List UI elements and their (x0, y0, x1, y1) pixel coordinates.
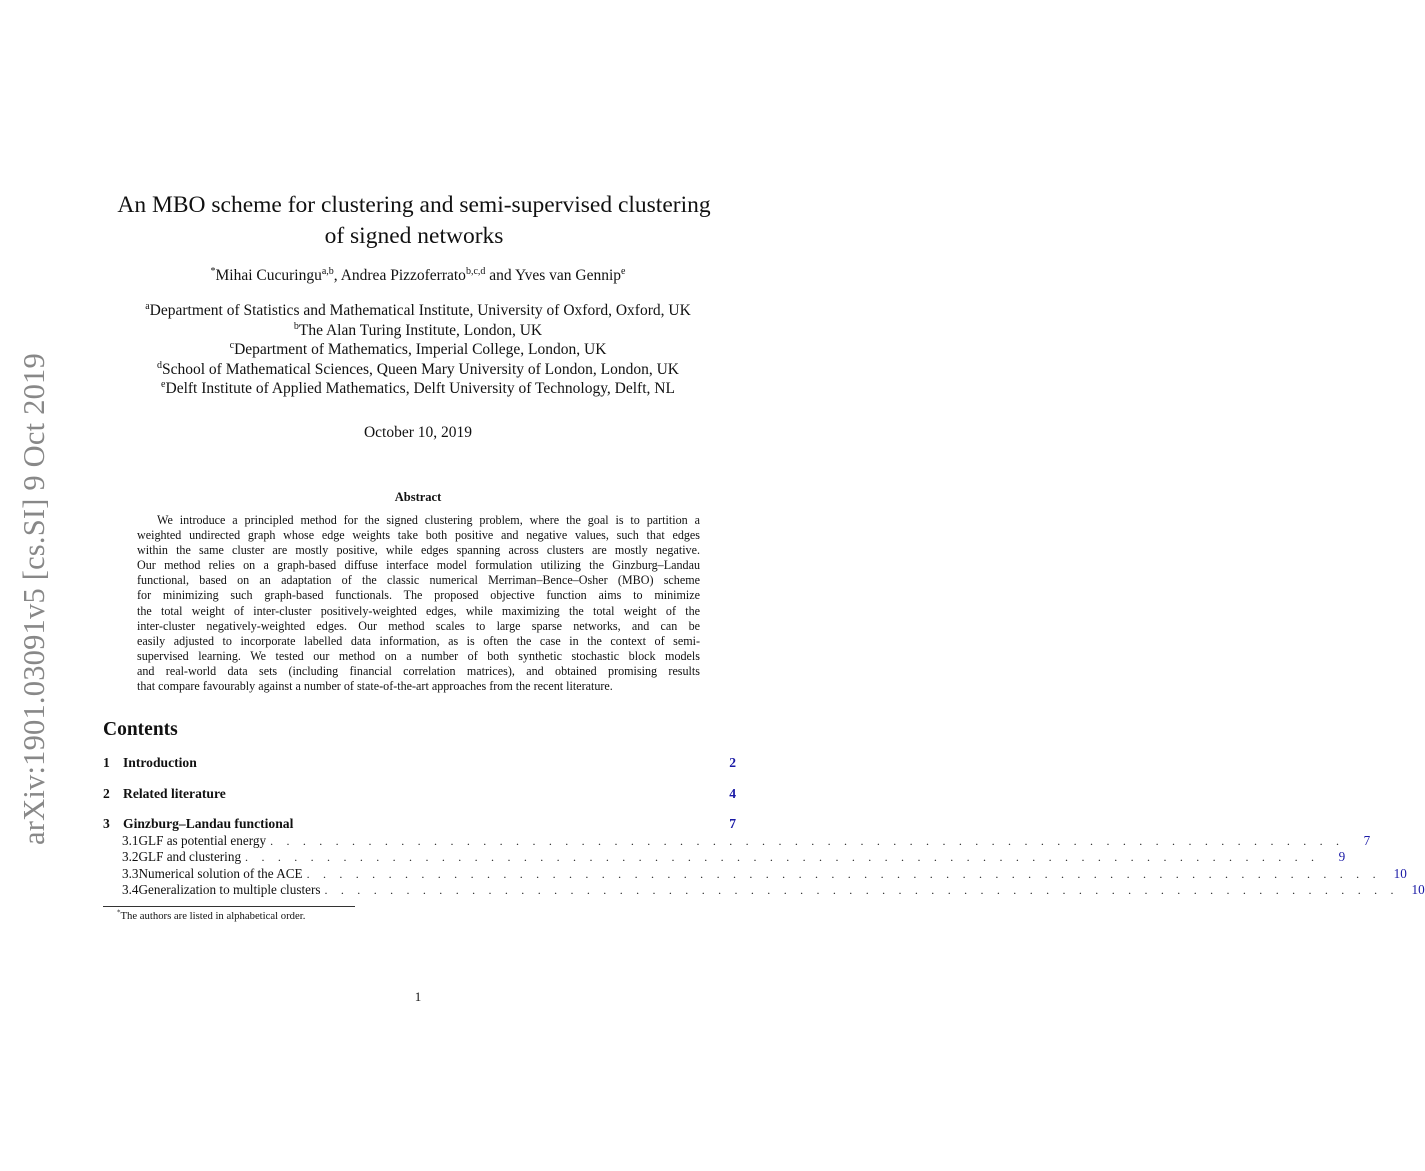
author-1-affil: a,b (321, 265, 334, 277)
toc-page-link[interactable]: 2 (729, 755, 736, 770)
footnote-rule (103, 906, 355, 907)
author-1-sep: , (333, 267, 341, 284)
toc-page-link[interactable]: 10 (1411, 882, 1425, 897)
toc-entry-title: Generalization to multiple clusters (138, 882, 321, 897)
affiliation-a-key: a (145, 300, 150, 312)
author-1-marker: * (210, 265, 216, 277)
abstract-body (137, 513, 700, 694)
affiliation-b-key: b (293, 320, 299, 332)
arxiv-stamp: arXiv:1901.03091v5 [cs.SI] 9 Oct 2019 (17, 353, 51, 845)
toc-entry-number: 3 (103, 816, 110, 831)
abstract-line: inter-cluster negatively-weighted edges. Our method scales to large sparse networks, and can be (137, 618, 700, 633)
toc-page-link[interactable]: 7 (1363, 833, 1371, 848)
toc-entry-ginzburg-landau[interactable] (103, 816, 736, 832)
toc-entry-number: 3.1 (122, 833, 139, 848)
toc-entry-title: Ginzburg–Landau functional (123, 816, 294, 831)
page-number: 1 (414, 989, 422, 1004)
author-2-sep: and (485, 267, 515, 284)
footnote-text: The authors are listed in alphabetical order. (120, 910, 306, 922)
paper-title-line-1: An MBO scheme for clustering and semi-supervised clustering (117, 192, 711, 218)
abstract-line: and real-world data sets (including financial correlation matrices), and obtained promising results (137, 663, 700, 678)
toc-page-link[interactable]: 4 (729, 786, 736, 801)
abstract-line: for minimizing such graph-based functionals. The proposed objective function aims to minimize (137, 588, 700, 603)
affiliation-e (0, 379, 836, 399)
affiliation-a-text: Department of Statistics and Mathematical Institute, University of Oxford, Oxford, UK (149, 302, 691, 319)
affiliation-d (0, 360, 836, 380)
author-list (0, 267, 836, 285)
toc-page-link[interactable]: 9 (1338, 849, 1346, 864)
author-3-affil: e (621, 265, 626, 277)
toc-entry-numerical-solution[interactable] (103, 866, 1407, 882)
author-3-name: Yves van Gennip (514, 267, 622, 284)
toc-entry-related-literature[interactable] (103, 786, 736, 802)
affiliation-c-key: c (229, 340, 235, 352)
footnote (117, 910, 305, 922)
abstract-line: the total weight of inter-cluster positively-weighted edges, while maximizing the total weight of the (137, 603, 700, 618)
toc-entry-multiple-clusters[interactable] (103, 882, 1425, 898)
toc-page-link[interactable]: 10 (1393, 866, 1407, 881)
affiliation-d-key: d (157, 359, 162, 371)
toc-entry-glf-clustering[interactable] (103, 849, 1346, 865)
abstract-line: We introduce a principled method for the signed clustering problem, where the goal is to partition a (157, 513, 700, 527)
abstract-line: supervised learning. We tested our method on a number of both synthetic stochastic block models (137, 648, 700, 663)
toc-leader-dots: . . . . . . . . . . . . . . . . . . . . . . . . . . . . . . . . . . . . . . . . . . . . . . . . . . . . . . . . . . . . . . . . . . (245, 850, 1320, 864)
paper-title-line-2: of signed networks (324, 223, 504, 249)
affiliation-c-text: Department of Mathematics, Imperial College, London, UK (234, 341, 607, 359)
toc-page-link[interactable]: 7 (729, 816, 736, 831)
affiliation-b (0, 321, 836, 341)
toc-leader-dots: . . . . . . . . . . . . . . . . . . . . . . . . . . . . . . . . . . . . . . . . . . . . . . . . . . . . . . . . . . . . . . . . . . (306, 867, 1381, 881)
abstract-line: functional, based on an adaptation of the classic numerical Merriman–Bence–Osher (MBO) scheme (137, 573, 700, 588)
footnote-marker: * (117, 908, 121, 917)
affiliation-e-text: Delft Institute of Applied Mathematics, Delft University of Technology, Delft, NL (165, 380, 675, 398)
toc-entry-title: Numerical solution of the ACE (138, 866, 303, 881)
toc-entry-number: 3.2 (122, 849, 139, 864)
affiliation-b-text: The Alan Turing Institute, London, UK (298, 321, 543, 339)
author-2-affil: b,c,d (465, 265, 486, 277)
abstract-line: weighted undirected graph whose edge weights take both positive and negative values, such that edges (137, 528, 700, 543)
abstract-line: easily adjusted to incorporate labelled data information, as is often the case in the context of semi- (137, 633, 700, 648)
toc-entry-title: GLF as potential energy (138, 833, 267, 848)
toc-entry-introduction[interactable] (103, 755, 736, 771)
toc-entry-number: 3.3 (122, 866, 139, 881)
affiliation-a (0, 301, 836, 321)
abstract-line: within the same cluster are mostly positive, while edges spanning across clusters are mostly negative. (137, 543, 700, 558)
affiliation-list (0, 301, 836, 399)
toc-leader-dots: . . . . . . . . . . . . . . . . . . . . . . . . . . . . . . . . . . . . . . . . . . . . . . . . . . . . . . . . . . . . . . . . . . (270, 834, 1345, 848)
toc-entry-number: 2 (103, 786, 110, 801)
toc-entry-glf-potential-energy[interactable] (103, 833, 1371, 849)
toc-entry-title: Introduction (123, 755, 197, 770)
abstract-line: Our method relies on a graph-based diffuse interface model formulation utilizing the Ginzburg–Landau (137, 558, 700, 573)
abstract-line: that compare favourably against a number of state-of-the-art approaches from the recent literature. (137, 679, 613, 694)
contents-heading: Contents (103, 719, 178, 740)
author-1-name: Mihai Cucuringu (215, 267, 322, 284)
affiliation-c (0, 340, 836, 360)
paper-title (0, 190, 828, 252)
affiliation-d-text: School of Mathematical Sciences, Queen Mary University of London, London, UK (162, 360, 679, 378)
toc-entry-title: Related literature (123, 786, 226, 801)
toc-entry-number: 3.4 (122, 882, 139, 897)
author-2-name: Andrea Pizzoferrato (340, 267, 466, 284)
abstract-heading: Abstract (394, 490, 442, 504)
affiliation-e-key: e (161, 379, 166, 391)
toc-leader-dots: . . . . . . . . . . . . . . . . . . . . . . . . . . . . . . . . . . . . . . . . . . . . . . . . . . . . . . . . . . . . . . . . . . (324, 883, 1399, 897)
toc-entry-title: GLF and clustering (138, 849, 242, 864)
publication-date: October 10, 2019 (363, 424, 473, 441)
toc-entry-number: 1 (103, 755, 110, 770)
